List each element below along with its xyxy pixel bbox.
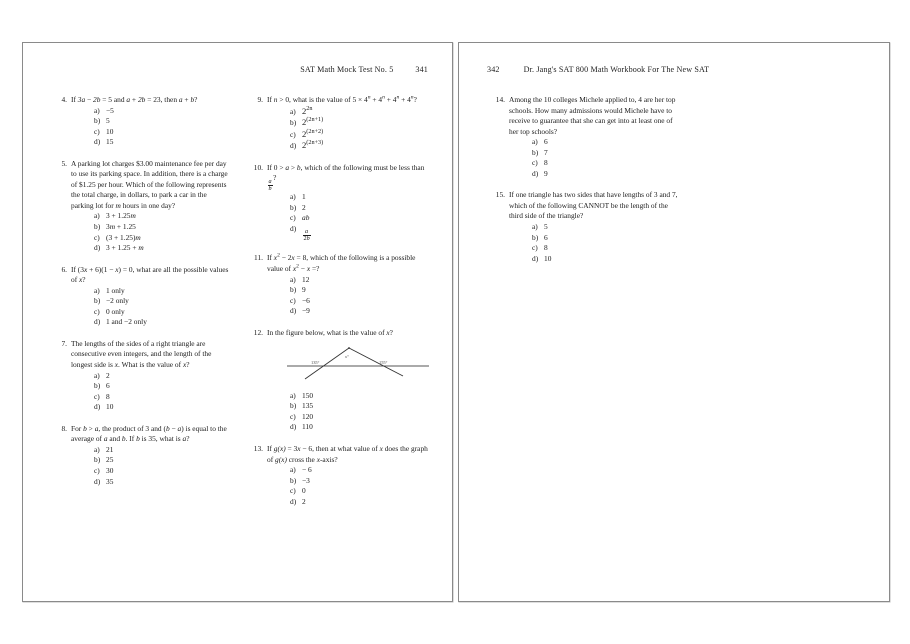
apex-vertex — [348, 347, 350, 349]
choice-list — [267, 275, 429, 317]
choice-c[interactable] — [290, 296, 429, 307]
choice-value: 2 — [302, 496, 306, 506]
question-text: If $x^2 - 2x = 8$, which of the following is a possible value of $x^2 - x$ =? — [267, 252, 416, 273]
choice-letter: b) — [94, 455, 101, 465]
choice-letter: a) — [94, 444, 100, 454]
choice-value: 3 + 1.25m — [106, 211, 136, 221]
question-number: 12. — [253, 327, 263, 337]
choice-letter: a) — [94, 285, 100, 295]
choice-b[interactable] — [532, 233, 681, 244]
choice-letter: b) — [290, 475, 297, 485]
choice-d[interactable] — [94, 243, 231, 254]
question-number: 7. — [61, 338, 67, 348]
choice-letter: b) — [94, 381, 101, 391]
question-11 — [249, 253, 429, 316]
choice-a[interactable] — [532, 137, 681, 148]
page-header-right — [487, 65, 709, 74]
question-text: If (3x + 6)(1 − x) = 0, what are all the possible values of x? — [71, 264, 229, 285]
question-text: A parking lot charges $3.00 maintenance fee per day to use its parking space. In addition, there is a charge of $1.25 per hour. Which of the following represents the total charge, in dollars, to park a car in the parking lot for m hours in one day? — [71, 158, 228, 210]
choice-b[interactable] — [290, 285, 429, 296]
choice-letter: c) — [94, 391, 100, 401]
choice-a[interactable] — [94, 371, 231, 382]
question-number: 15. — [495, 190, 505, 200]
choice-letter: c) — [290, 295, 296, 305]
choice-d[interactable] — [532, 169, 681, 180]
choice-letter: b) — [94, 222, 101, 232]
choice-value: 9 — [544, 168, 548, 178]
choice-letter: d) — [290, 496, 297, 506]
question-number: 5. — [61, 158, 67, 168]
choice-a[interactable] — [94, 106, 231, 117]
choice-letter: a) — [532, 137, 538, 147]
choice-value: 150 — [302, 390, 314, 400]
page-header-left — [300, 65, 428, 74]
question-text: Among the 10 colleges Michele applied to, 4 are her top schools. How many admissions would Michele have to receive to guarantee that she can get into at least one of her top schools? — [509, 95, 676, 136]
choice-letter: d) — [94, 402, 101, 412]
choice-c[interactable] — [94, 127, 231, 138]
choice-letter: d) — [94, 243, 101, 253]
choice-value: −6 — [302, 295, 310, 305]
fraction-a-over-b: $\frac{a}{b}$ — [268, 177, 272, 192]
question-4 — [53, 95, 231, 148]
choice-c[interactable] — [94, 466, 231, 477]
question-number: 10. — [253, 162, 263, 172]
question-text: In the figure below, what is the value of x? — [267, 327, 393, 337]
choice-value: 25 — [106, 455, 114, 465]
choice-value: 21 — [106, 444, 114, 454]
choice-value: 6 — [106, 381, 110, 391]
question-5 — [53, 159, 231, 254]
choice-list — [267, 106, 429, 152]
choice-letter: c) — [532, 158, 538, 168]
choice-b[interactable] — [532, 148, 681, 159]
choice-letter: d) — [532, 168, 539, 178]
choice-b[interactable] — [94, 222, 231, 233]
choice-letter: d) — [290, 223, 297, 233]
choice-value: 30 — [106, 465, 114, 475]
choice-value: ab — [302, 213, 310, 223]
choice-value: 12 — [302, 274, 310, 284]
choice-c[interactable] — [532, 243, 681, 254]
choice-value: 3m + 1.25 — [106, 222, 136, 232]
choice-letter: d) — [290, 306, 297, 316]
page-right — [458, 42, 890, 602]
choice-letter: c) — [94, 126, 100, 136]
choice-d[interactable] — [290, 497, 429, 508]
right-angle-label: 155° — [379, 360, 388, 366]
choice-value: 3 + 1.25 + m — [106, 243, 144, 253]
question-12 — [249, 328, 429, 433]
choice-letter: a) — [532, 222, 538, 232]
question-text: If g(x) = 3x − 6, then at what value of x does the graph of g(x) cross the x-axis? — [267, 443, 428, 464]
choice-d[interactable] — [290, 306, 429, 317]
choice-a[interactable] — [290, 192, 429, 203]
choice-value: 0 — [302, 486, 306, 496]
choice-value: 1 — [302, 192, 306, 202]
choice-value: 8 — [544, 243, 548, 253]
choice-value: $2^{(2n+3)}$ — [302, 139, 324, 151]
choice-d[interactable] — [94, 317, 231, 328]
choice-letter: d) — [94, 137, 101, 147]
question-7 — [53, 339, 231, 413]
question-8 — [53, 424, 231, 487]
choice-value: 135 — [302, 401, 314, 411]
question-text: If 0 > a > b, which of the following must be less than $\frac{a}{b}$ ? — [267, 162, 425, 192]
choice-letter: a) — [290, 274, 296, 284]
choice-list — [267, 192, 429, 242]
choice-letter: b) — [290, 202, 297, 212]
choice-d[interactable] — [94, 477, 231, 488]
choice-value: 2 — [106, 370, 110, 380]
choice-letter: c) — [290, 129, 296, 139]
choice-letter: c) — [94, 306, 100, 316]
right-ray — [349, 348, 403, 376]
choice-letter: c) — [290, 486, 296, 496]
two-angles-on-line-figure — [283, 341, 433, 383]
choice-c[interactable] — [290, 412, 433, 423]
choice-d[interactable] — [290, 224, 429, 243]
choice-d[interactable] — [290, 422, 433, 433]
choice-value: $2^{(2n+2)}$ — [302, 127, 324, 139]
question-number: 9. — [257, 95, 263, 104]
question-6 — [53, 265, 231, 328]
question-text: If one triangle has two sides that have lengths of 3 and 7, which of the following CANNOT be the length of the third side of the triangle? — [509, 190, 678, 221]
choice-value: 6 — [544, 232, 548, 242]
choice-a[interactable] — [532, 222, 681, 233]
question-number: 11. — [254, 253, 263, 263]
choice-value: 10 — [106, 126, 114, 136]
choice-list — [71, 106, 231, 148]
header-title: Dr. Jang's SAT 800 Math Workbook For The New SAT — [523, 65, 710, 74]
choice-c[interactable] — [94, 233, 231, 244]
choice-letter: c) — [94, 465, 100, 475]
question-column-left — [491, 95, 681, 275]
choice-letter: d) — [290, 422, 297, 432]
choice-value — [302, 224, 429, 243]
question-text: If n > 0, what is the value of $5 \times 4^n + 4^n + 4^n + 4^n$? — [267, 94, 417, 104]
choice-c[interactable] — [94, 307, 231, 318]
choice-value: −5 — [106, 105, 114, 115]
apex-angle-label: x° — [345, 354, 349, 360]
choice-letter: c) — [290, 411, 296, 421]
question-column-left — [53, 95, 231, 498]
choice-a[interactable] — [290, 275, 429, 286]
choice-value: 5 — [106, 116, 110, 126]
question-14 — [491, 95, 681, 179]
choice-value: 9 — [302, 285, 306, 295]
choice-letter: c) — [94, 232, 100, 242]
choice-letter: d) — [94, 476, 101, 486]
left-angle-label: 135° — [311, 360, 320, 366]
choice-a[interactable] — [290, 465, 429, 476]
choice-letter: c) — [290, 213, 296, 223]
choice-value: 2 — [302, 202, 306, 212]
question-text: The lengths of the sides of a right triangle are consecutive even integers, and the length of the longest side is x. What is the value of x? — [71, 338, 212, 370]
choice-a[interactable] — [94, 445, 231, 456]
choice-value: 10 — [106, 402, 114, 412]
choice-value: − 6 — [302, 465, 312, 475]
choice-letter: a) — [94, 370, 100, 380]
choice-value: 120 — [302, 411, 314, 421]
choice-value: 35 — [106, 476, 114, 486]
choice-b[interactable] — [94, 116, 231, 127]
choice-b[interactable] — [94, 296, 231, 307]
choice-list — [267, 391, 433, 433]
choice-list — [71, 211, 231, 253]
question-15 — [491, 190, 681, 264]
question-column-right — [249, 95, 429, 518]
question-9 — [249, 95, 429, 152]
question-10 — [249, 163, 429, 243]
choice-d[interactable] — [290, 140, 429, 152]
choice-list — [71, 445, 231, 487]
choice-b[interactable] — [290, 476, 429, 487]
choice-letter: a) — [290, 106, 296, 116]
question-number: 6. — [61, 264, 67, 274]
choice-letter: b) — [94, 296, 101, 306]
question-number: 8. — [61, 423, 67, 433]
choice-list — [71, 371, 231, 413]
question-13 — [249, 444, 429, 507]
choice-letter: a) — [290, 192, 296, 202]
choice-b[interactable] — [94, 455, 231, 466]
choice-c[interactable] — [94, 392, 231, 403]
choice-list — [509, 222, 681, 264]
choice-c[interactable] — [290, 213, 429, 224]
choice-d[interactable] — [532, 254, 681, 265]
choice-value: 1 and −2 only — [106, 317, 147, 327]
choice-b[interactable] — [290, 401, 433, 412]
choice-value: 1 only — [106, 285, 125, 295]
choice-value: (3 + 1.25)m — [106, 232, 141, 242]
choice-d[interactable] — [94, 137, 231, 148]
choice-value: 0 only — [106, 306, 125, 316]
choice-value: 110 — [302, 422, 313, 432]
choice-a[interactable] — [94, 286, 231, 297]
question-text: If 3a − 2b = 5 and a + 2b = 23, then a + b? — [71, 95, 198, 104]
choice-value: 10 — [544, 253, 552, 263]
choice-value: 6 — [544, 137, 548, 147]
choice-letter: d) — [532, 253, 539, 263]
choice-a[interactable] — [290, 391, 433, 402]
choice-value: −9 — [302, 306, 310, 316]
choice-value: −2 only — [106, 296, 129, 306]
choice-letter: a) — [290, 390, 296, 400]
choice-letter: a) — [94, 105, 100, 115]
choice-list — [71, 286, 231, 328]
choice-c[interactable] — [290, 486, 429, 497]
question-number: 13. — [253, 443, 263, 453]
choice-list — [509, 137, 681, 179]
choice-letter: b) — [94, 116, 101, 126]
choice-letter: b) — [290, 401, 297, 411]
choice-value: −3 — [302, 475, 310, 485]
choice-letter: a) — [94, 211, 100, 221]
choice-value: 5 — [544, 222, 548, 232]
choice-c[interactable] — [532, 158, 681, 169]
choice-list — [267, 465, 429, 507]
header-page-number: 341 — [415, 65, 428, 74]
question-number: 14. — [495, 95, 505, 104]
choice-value: 8 — [544, 158, 548, 168]
choice-value: 15 — [106, 137, 114, 147]
choice-value: 8 — [106, 391, 110, 401]
choice-letter: c) — [532, 243, 538, 253]
question-text: For b > a, the product of 3 and (b − a) is equal to the average of a and b. If b is 35, what is a? — [71, 423, 227, 444]
header-title: SAT Math Mock Test No. 5 — [300, 65, 394, 74]
choice-value: $2^{2n}$ — [302, 104, 313, 116]
choice-value: $2^{(2n+1)}$ — [302, 116, 324, 128]
choice-b[interactable] — [94, 381, 231, 392]
fraction-a-over-2b: $\frac{a}{2b}$ — [303, 228, 310, 243]
choice-b[interactable] — [290, 203, 429, 214]
choice-d[interactable] — [94, 402, 231, 413]
choice-letter: d) — [94, 317, 101, 327]
question-number: 4. — [61, 95, 67, 104]
page-left — [22, 42, 453, 602]
header-page-number: 342 — [487, 65, 500, 74]
choice-letter: b) — [532, 232, 539, 242]
choice-letter: b) — [290, 285, 297, 295]
choice-letter: d) — [290, 141, 297, 151]
choice-letter: a) — [290, 465, 296, 475]
choice-value: 7 — [544, 147, 548, 157]
choice-letter: b) — [290, 118, 297, 128]
choice-a[interactable] — [94, 211, 231, 222]
choice-letter: b) — [532, 147, 539, 157]
